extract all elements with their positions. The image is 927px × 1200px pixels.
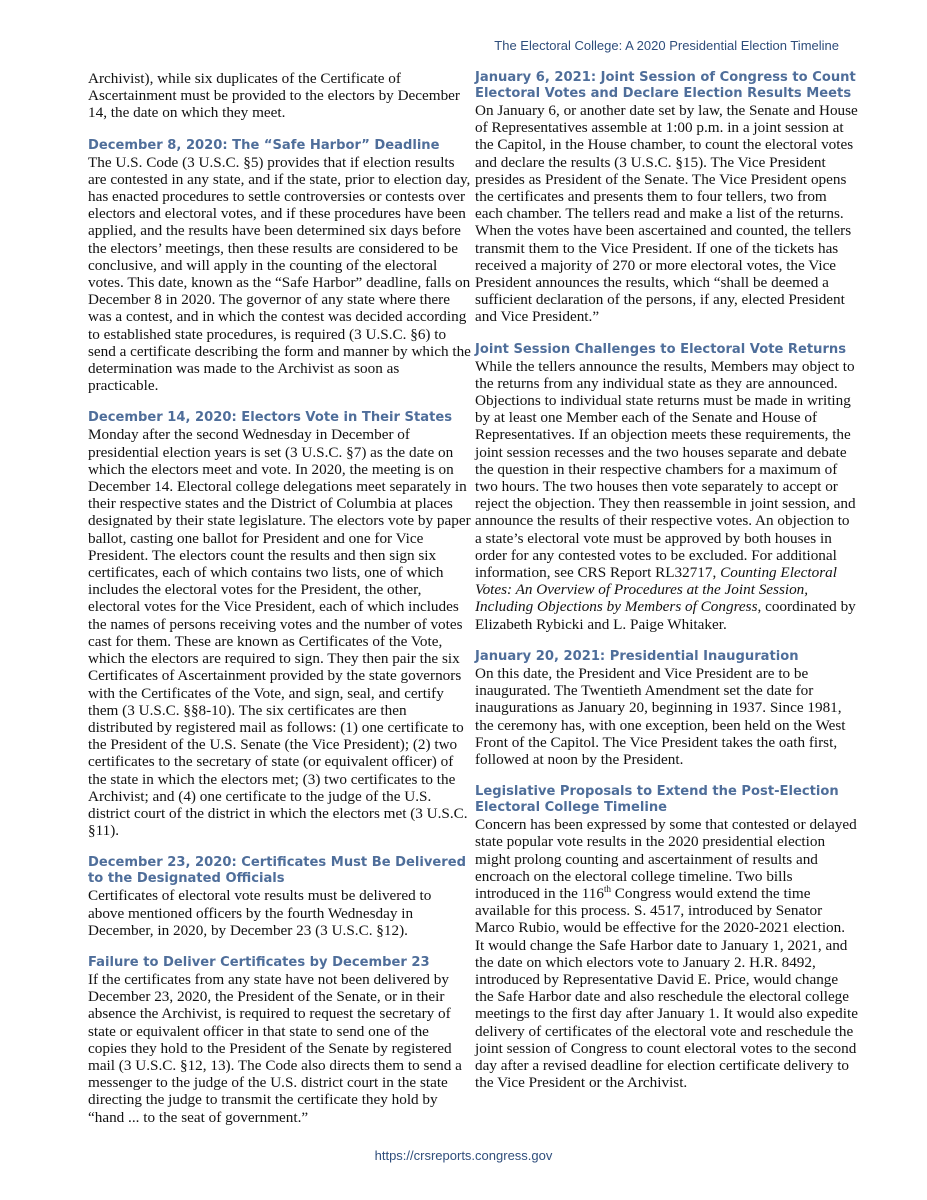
section-body <box>475 358 858 633</box>
section-heading: Legislative Proposals to Extend the Post-Election Electoral College Timeline <box>475 784 839 816</box>
right-column <box>475 70 858 1107</box>
report-title: Counting Electoral Votes: An Overview of Procedures at the Joint Session, Including Objections by Members of Congress <box>475 564 837 616</box>
continuation-paragraph <box>88 70 471 122</box>
section-heading: Failure to Deliver Certificates by December 23 <box>88 954 430 970</box>
section-body: On January 6, or another date set by law, the Senate and House of Representatives assemble at 1:00 p.m. in a joint session at the Capitol, in the House chamber, to count the electoral votes and declare the results (3 U.S.C. §15). The Vice President presides as President of the Senate. The Vice President opens the certificates and presents them to four tellers, two from each chamber. The tellers read and make a list of the returns. When the votes have been ascertained and counted, the tellers transmit them to the Vice President. If one of the tickets has received a majority of 270 or more electoral votes, the Vice President announces the results, which “shall be deemed a sufficient declaration of the persons, if any, elected President and Vice President.” <box>475 102 858 326</box>
section-heading: Joint Session Challenges to Electoral Vote Returns <box>475 341 847 357</box>
section-body: If the certificates from any state have not been delivered by December 23, 2020, the President of the Senate, or in their absence the Archivist, is required to request the secretary of state or equivalent officer in that state to send one of the copies they hold to the President of the Senate by registered mail (3 U.S.C. §12, 13). The Code also directs them to send a messenger to the judge of the U.S. district court in the state directing the judge to transmit the certificate they hold by “hand ... to the seat of government.” <box>88 970 462 1126</box>
section-heading: December 14, 2020: Electors Vote in Their States <box>88 410 453 426</box>
body-text: While the tellers announce the results, Members may object to the returns from any individual state as they are announced. Objections to individual state returns must be made in writing by at least one Member each of the Senate and House of Representatives. If an objection meets these requirements, the joint session recesses and the two houses separate and debate the question in their respective chambers for a maximum of two hours. The two houses then vote separately to accept or reject the objection. They then reassemble in joint session, and announce the results of their respective votes. An objection to a state’s electoral vote must be approved by both houses in order for any contested votes to be excluded. For additional information, see CRS Report RL32717, <box>475 357 856 582</box>
running-header: The Electoral College: A 2020 Presidential Election Timeline <box>494 38 839 53</box>
section-joint-session-challenges <box>475 342 858 633</box>
paragraph: Archivist), while six duplicates of the Certificate of Ascertainment must be provided to the electors by December 14, the date on which they meet. <box>88 70 460 122</box>
ordinal-superscript: th <box>603 883 611 894</box>
section-heading: December 23, 2020: Certificates Must Be Delivered to the Designated Officials <box>88 855 467 887</box>
section-legislative-proposals <box>475 784 858 1091</box>
body-text: Congress would extend the time available for this process. S. 4517, introduced by Senator Marco Rubio, would be effective for the 2020-2021 election. It would change the Safe Harbor date to January 1, 2021, and the date on which electors vote to January 2. H.R. 8492, introduced by Representative David E. Price, would change the Safe Harbor date and also reschedule the electoral college meetings to the first day after January 1. It would also expedite delivery of certificates of the electoral vote and reschedule the joint session of Congress to count electoral votes to the second day after a revised deadline for election certificate delivery to the Vice President or the Archivist. <box>475 884 858 1092</box>
section-body: On this date, the President and Vice President are to be inaugurated. The Twentieth Amendment set the date for inaugurations as January 20, beginning in 1937. Since 1981, the ceremony has, with one exception, been held on the West Front of the Capitol. The Vice President takes the oath first, followed at noon by the President. <box>475 664 846 768</box>
footer-url[interactable]: https://crsreports.congress.gov <box>374 1148 553 1163</box>
section-body: Monday after the second Wednesday in December of presidential election years is set (3 U.S.C. §7) as the date on which the electors meet and vote. In 2020, the meeting is on December 14. Electoral college delegations meet separately in their respective states and the District of Columbia at places designated by their state legislature. The electors vote by paper ballot, casting one ballot for President and one for Vice President. The electors count the results and then sign six certificates, each of which contains two lists, one of which includes the electoral votes for the President, the other, electoral votes for the Vice President, each of which includes the names of persons receiving votes and the number of votes cast for them. These are known as Certificates of the Vote, which the electors are required to sign. They then pair the six Certificates of Ascertainment provided by the state governors with the Certificates of the Vote, and sign, seal, and certify them (3 U.S.C. §§8-10). The six certificates are then distributed by registered mail as follows: (1) one certificate to the President of the U.S. Senate (the Vice President); (2) two certificates to the secretary of state (or equivalent officer) of the state in which the electors met; (3) two certificates to the Archivist; and (4) one certificate to the judge of the U.S. district court of the district in which the electors met (3 U.S.C. §11). <box>88 426 471 840</box>
section-body <box>475 816 858 1091</box>
section-safe-harbor <box>88 138 471 395</box>
section-heading: December 8, 2020: The “Safe Harbor” Deadline <box>88 137 440 153</box>
body-text: Concern has been expressed by some that contested or delayed state popular vote results in the 2020 presidential election might prolong counting and ascertainment of results and encroach on the electoral college timeline. Two bills introduced in the 116 <box>475 816 857 902</box>
section-heading: January 20, 2021: Presidential Inauguration <box>475 648 799 664</box>
left-column <box>88 70 471 1142</box>
section-certificates-delivered <box>88 855 471 939</box>
section-heading: January 6, 2021: Joint Session of Congress to Count Electoral Votes and Declare Election Results Meets <box>475 70 856 101</box>
section-joint-session <box>475 70 858 326</box>
section-failure-to-deliver <box>88 955 471 1126</box>
section-inauguration <box>475 649 858 768</box>
section-body: Certificates of electoral vote results must be delivered to above mentioned officers by the fourth Wednesday in December, in 2020, by December 23 (3 U.S.C. §12). <box>88 887 432 939</box>
section-body: The U.S. Code (3 U.S.C. §5) provides that if election results are contested in any state, and if the state, prior to election day, has enacted procedures to settle controversies or contests over electors and electoral votes, and if these procedures have been applied, and the results have been determined six days before the electors’ meetings, then these results are considered to be conclusive, and will apply in the counting of the electoral votes. This date, known as the “Safe Harbor” deadline, falls on December 8 in 2020. The governor of any state where there was a contest, and in which the contest was decided according to established state procedures, is required (3 U.S.C. §6) to send a certificate describing the form and manner by which the determination was made to the Archivist as soon as practicable. <box>88 153 471 395</box>
body-text: , coordinated by Elizabeth Rybicki and L. Paige Whitaker. <box>475 598 856 633</box>
section-electors-vote <box>88 410 471 839</box>
